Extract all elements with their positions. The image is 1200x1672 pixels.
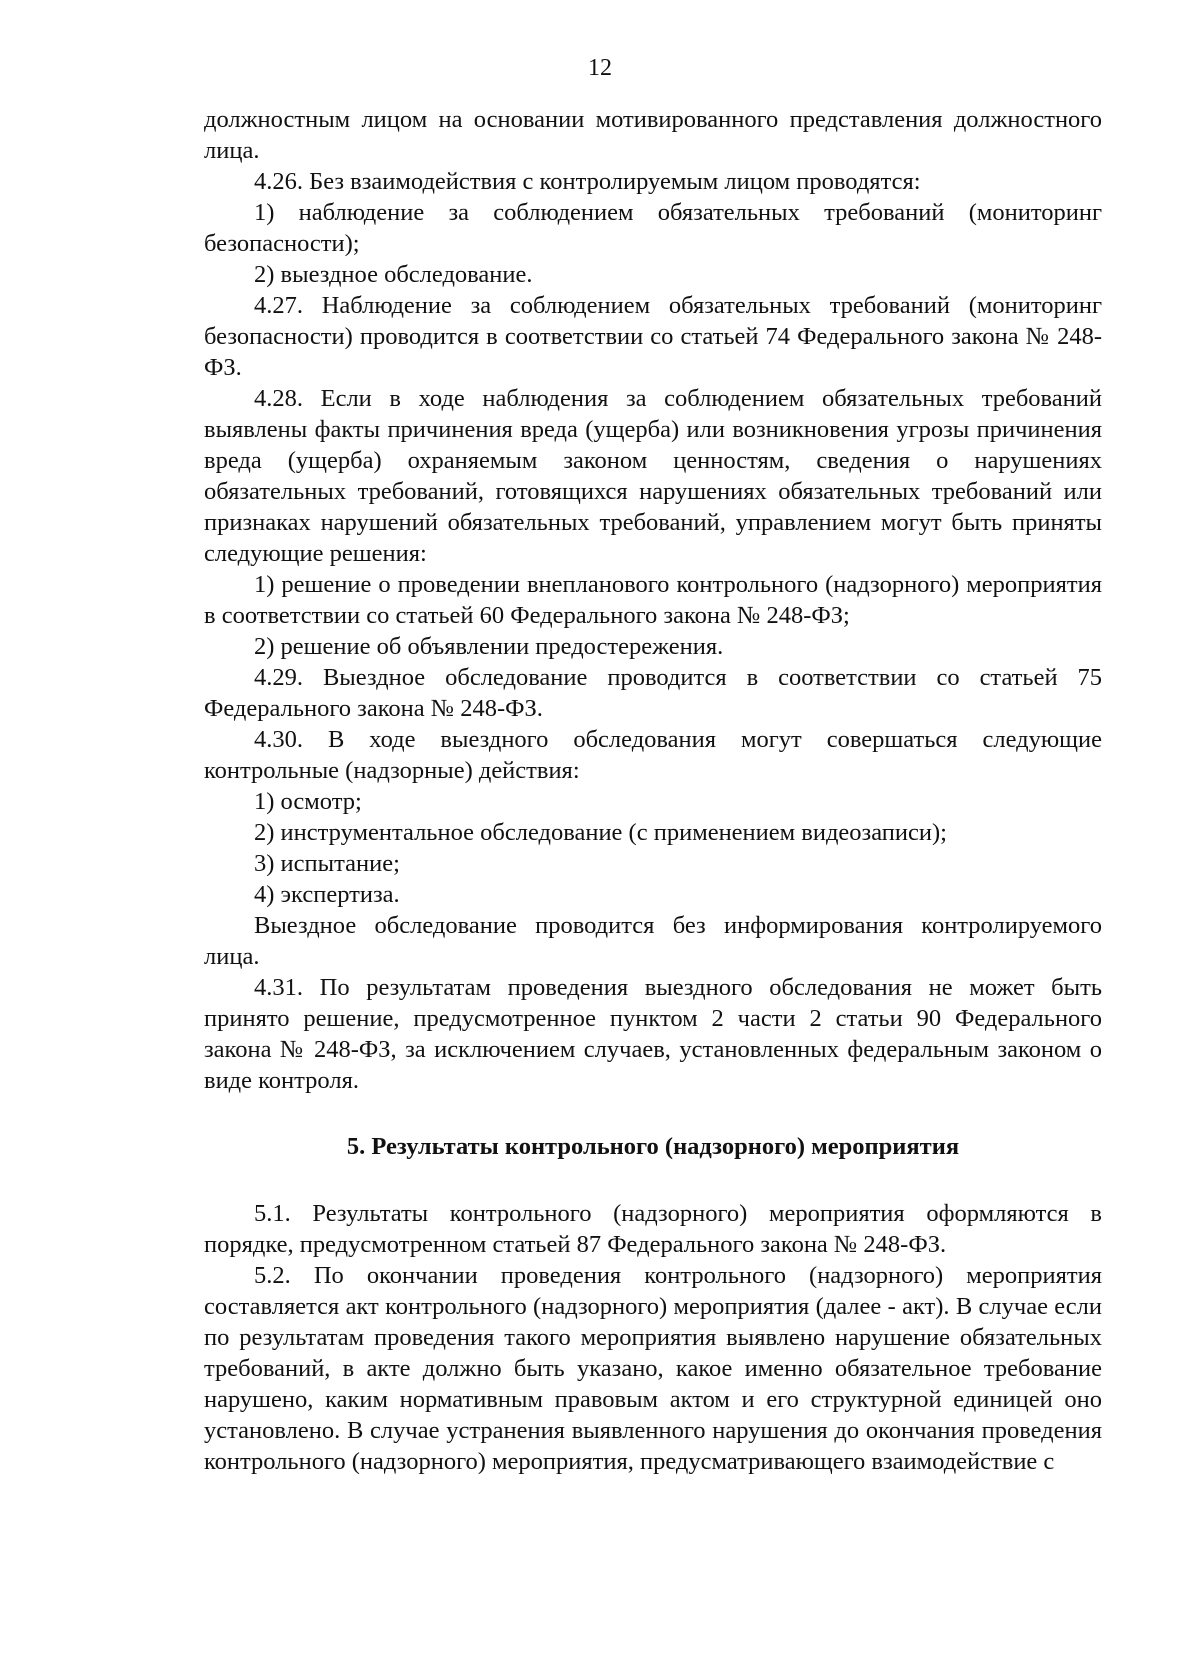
- paragraph: Выездное обследование проводится без информирования контролируемого лица.: [204, 912, 1102, 970]
- paragraph: 2) решение об объявлении предостережения.: [254, 633, 724, 660]
- paragraph: 1) осмотр;: [254, 788, 362, 815]
- paragraph: 4.31. По результатам проведения выездного обследования не может быть принято решение, предусмотренное пунктом 2 части 2 статьи 90 Федерального закона № 248-ФЗ, за исключением случаев, установленных федеральным законом о виде контроля.: [204, 974, 1102, 1094]
- paragraph: 4.27. Наблюдение за соблюдением обязательных требований (мониторинг безопасности) проводится в соответствии со статьей 74 Федерального закона № 248-ФЗ.: [204, 292, 1102, 381]
- paragraph: 3) испытание;: [254, 850, 400, 877]
- paragraph: 4.29. Выездное обследование проводится в соответствии со статьей 75 Федерального закона № 248-ФЗ.: [204, 664, 1102, 722]
- paragraph: 2) инструментальное обследование (с применением видеозаписи);: [254, 819, 947, 846]
- paragraph: 1) наблюдение за соблюдением обязательных требований (мониторинг безопасности);: [204, 199, 1102, 257]
- paragraphs-after: [204, 1198, 1102, 1477]
- page-number: 12: [588, 55, 612, 81]
- paragraph: 5.1. Результаты контрольного (надзорного) мероприятия оформляются в порядке, предусмотренном статьей 87 Федерального закона № 248-ФЗ.: [204, 1200, 1102, 1258]
- section-heading: 5. Результаты контрольного (надзорного) мероприятия: [346, 1133, 960, 1160]
- body-text: [204, 104, 1102, 1477]
- paragraph: 4) экспертиза.: [254, 881, 400, 908]
- paragraph: 4.28. Если в ходе наблюдения за соблюдением обязательных требований выявлены факты причинения вреда (ущерба) или возникновения угрозы причинения вреда (ущерба) охраняемым законом ценностям, сведения о нарушениях обязательных требований, готовящихся нарушениях обязательных требований или признаках нарушений обязательных требований, управлением могут быть приняты следующие решения:: [204, 385, 1102, 567]
- paragraphs-before: [204, 104, 1102, 1096]
- paragraph: 4.26. Без взаимодействия с контролируемым лицом проводятся:: [254, 168, 921, 195]
- paragraph: должностным лицом на основании мотивированного представления должностного лица.: [204, 106, 1102, 164]
- paragraph: 5.2. По окончании проведения контрольного (надзорного) мероприятия составляется акт контрольного (надзорного) мероприятия (далее - акт). В случае если по результатам проведения такого мероприятия выявлено нарушение обязательных требований, в акте должно быть указано, какое именно обязательное требование нарушено, каким нормативным правовым актом и его структурной единицей оно установлено. В случае устранения выявленного нарушения до окончания проведения контрольного (надзорного) мероприятия, предусматривающего взаимодействие с: [204, 1262, 1102, 1475]
- paragraph: 2) выездное обследование.: [254, 261, 533, 288]
- paragraph: 1) решение о проведении внепланового контрольного (надзорного) мероприятия в соответствии со статьей 60 Федерального закона № 248-ФЗ;: [204, 571, 1102, 629]
- paragraph: 4.30. В ходе выездного обследования могут совершаться следующие контрольные (надзорные) действия:: [204, 726, 1102, 784]
